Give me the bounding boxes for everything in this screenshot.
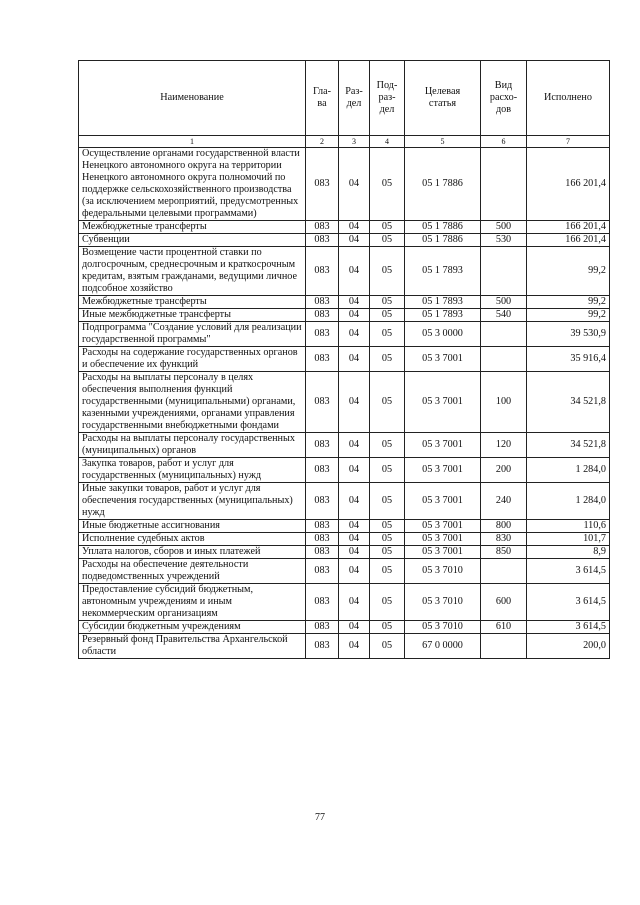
row-section: 04 (339, 621, 370, 634)
row-section: 04 (339, 247, 370, 296)
header-name: Наименование (79, 61, 306, 136)
row-subsection: 05 (370, 148, 405, 221)
row-name: Подпрограмма "Создание условий для реализации государственной программы" (79, 322, 306, 347)
row-expense-type (481, 347, 527, 372)
table-row (79, 483, 610, 520)
row-target-article: 05 1 7893 (405, 296, 481, 309)
row-expense-type (481, 634, 527, 659)
row-name: Расходы на содержание государственных органов и обеспечение их функций (79, 347, 306, 372)
row-target-article: 05 3 0000 (405, 322, 481, 347)
row-amount: 101,7 (527, 533, 610, 546)
row-subsection: 05 (370, 584, 405, 621)
row-expense-type (481, 322, 527, 347)
table-row (79, 584, 610, 621)
row-section: 04 (339, 309, 370, 322)
row-expense-type: 530 (481, 234, 527, 247)
row-chapter: 083 (306, 621, 339, 634)
row-section: 04 (339, 584, 370, 621)
table-row (79, 347, 610, 372)
table-row (79, 309, 610, 322)
row-name: Уплата налогов, сборов и иных платежей (79, 546, 306, 559)
row-amount: 1 284,0 (527, 458, 610, 483)
row-target-article: 05 3 7001 (405, 347, 481, 372)
row-expense-type: 100 (481, 372, 527, 433)
row-expense-type: 240 (481, 483, 527, 520)
row-name: Иные закупки товаров, работ и услуг для обеспечения государственных (муниципальных) нужд (79, 483, 306, 520)
column-number: 6 (481, 136, 527, 148)
row-amount: 166 201,4 (527, 221, 610, 234)
row-section: 04 (339, 458, 370, 483)
header-row (79, 61, 610, 136)
row-chapter: 083 (306, 458, 339, 483)
row-subsection: 05 (370, 309, 405, 322)
table-row (79, 520, 610, 533)
row-subsection: 05 (370, 520, 405, 533)
row-amount: 3 614,5 (527, 559, 610, 584)
row-target-article: 05 3 7001 (405, 520, 481, 533)
row-section: 04 (339, 520, 370, 533)
row-name: Предоставление субсидий бюджетным, автономным учреждениям и иным некоммерческим организациям (79, 584, 306, 621)
header-subsection: Под- раз- дел (370, 61, 405, 136)
row-name: Субсидии бюджетным учреждениям (79, 621, 306, 634)
header-expense-type: Вид расхо- дов (481, 61, 527, 136)
row-section: 04 (339, 148, 370, 221)
row-amount: 166 201,4 (527, 148, 610, 221)
header-section: Раз- дел (339, 61, 370, 136)
row-section: 04 (339, 483, 370, 520)
row-chapter: 083 (306, 322, 339, 347)
row-name: Иные межбюджетные трансферты (79, 309, 306, 322)
table-row (79, 621, 610, 634)
row-target-article: 05 3 7001 (405, 433, 481, 458)
row-subsection: 05 (370, 634, 405, 659)
row-chapter: 083 (306, 221, 339, 234)
row-subsection: 05 (370, 433, 405, 458)
row-chapter: 083 (306, 247, 339, 296)
row-amount: 99,2 (527, 296, 610, 309)
table-body (79, 148, 610, 659)
table-row (79, 546, 610, 559)
table-row (79, 247, 610, 296)
row-target-article: 05 1 7893 (405, 247, 481, 296)
row-amount: 110,6 (527, 520, 610, 533)
table-row (79, 533, 610, 546)
row-expense-type (481, 247, 527, 296)
row-name: Исполнение судебных актов (79, 533, 306, 546)
table-row (79, 458, 610, 483)
row-expense-type: 500 (481, 296, 527, 309)
column-number: 2 (306, 136, 339, 148)
row-amount: 39 530,9 (527, 322, 610, 347)
column-number: 3 (339, 136, 370, 148)
row-chapter: 083 (306, 433, 339, 458)
row-name: Межбюджетные трансферты (79, 296, 306, 309)
row-expense-type: 600 (481, 584, 527, 621)
row-section: 04 (339, 372, 370, 433)
row-name: Межбюджетные трансферты (79, 221, 306, 234)
table-row (79, 322, 610, 347)
row-section: 04 (339, 322, 370, 347)
page-number: 77 (315, 812, 325, 823)
row-amount: 1 284,0 (527, 483, 610, 520)
row-expense-type: 830 (481, 533, 527, 546)
row-chapter: 083 (306, 584, 339, 621)
row-subsection: 05 (370, 234, 405, 247)
row-chapter: 083 (306, 533, 339, 546)
row-chapter: 083 (306, 520, 339, 533)
row-expense-type: 200 (481, 458, 527, 483)
row-chapter: 083 (306, 559, 339, 584)
row-section: 04 (339, 533, 370, 546)
row-target-article: 05 3 7001 (405, 483, 481, 520)
row-section: 04 (339, 634, 370, 659)
row-expense-type: 500 (481, 221, 527, 234)
row-name: Субвенции (79, 234, 306, 247)
header-executed: Исполнено (527, 61, 610, 136)
row-expense-type: 120 (481, 433, 527, 458)
column-number: 4 (370, 136, 405, 148)
row-expense-type: 800 (481, 520, 527, 533)
table-row (79, 234, 610, 247)
row-target-article: 05 1 7886 (405, 221, 481, 234)
row-name: Осуществление органами государственной власти Ненецкого автономного округа на территории Ненецкого автономного округа полномочий по поддержке сельскохозяйственного производства (за исключением мероприятий, предусмотренных федеральными целевыми программами) (79, 148, 306, 221)
row-section: 04 (339, 546, 370, 559)
row-expense-type: 540 (481, 309, 527, 322)
table-row (79, 559, 610, 584)
row-subsection: 05 (370, 372, 405, 433)
row-chapter: 083 (306, 634, 339, 659)
row-subsection: 05 (370, 347, 405, 372)
row-name: Закупка товаров, работ и услуг для государственных (муниципальных) нужд (79, 458, 306, 483)
row-section: 04 (339, 296, 370, 309)
row-subsection: 05 (370, 296, 405, 309)
row-chapter: 083 (306, 309, 339, 322)
column-number: 7 (527, 136, 610, 148)
row-section: 04 (339, 559, 370, 584)
row-subsection: 05 (370, 546, 405, 559)
row-chapter: 083 (306, 234, 339, 247)
row-chapter: 083 (306, 372, 339, 433)
column-number-row (79, 136, 610, 148)
row-name: Иные бюджетные ассигнования (79, 520, 306, 533)
row-target-article: 05 3 7001 (405, 458, 481, 483)
row-amount: 3 614,5 (527, 584, 610, 621)
row-subsection: 05 (370, 247, 405, 296)
row-name: Резервный фонд Правительства Архангельской области (79, 634, 306, 659)
table-row (79, 634, 610, 659)
table-row (79, 148, 610, 221)
row-target-article: 05 3 7001 (405, 546, 481, 559)
row-amount: 200,0 (527, 634, 610, 659)
row-target-article: 05 3 7010 (405, 621, 481, 634)
row-amount: 34 521,8 (527, 372, 610, 433)
budget-table (78, 60, 610, 659)
row-subsection: 05 (370, 621, 405, 634)
row-name: Расходы на обеспечение деятельности подведомственных учреждений (79, 559, 306, 584)
row-subsection: 05 (370, 221, 405, 234)
header-target-article: Целевая статья (405, 61, 481, 136)
row-target-article: 05 1 7886 (405, 234, 481, 247)
row-section: 04 (339, 221, 370, 234)
row-target-article: 05 1 7886 (405, 148, 481, 221)
row-expense-type: 610 (481, 621, 527, 634)
table-row (79, 221, 610, 234)
row-amount: 99,2 (527, 309, 610, 322)
header-chapter: Гла- ва (306, 61, 339, 136)
row-chapter: 083 (306, 347, 339, 372)
column-number: 1 (79, 136, 306, 148)
row-subsection: 05 (370, 322, 405, 347)
row-amount: 34 521,8 (527, 433, 610, 458)
row-target-article: 05 3 7001 (405, 372, 481, 433)
row-section: 04 (339, 433, 370, 458)
row-chapter: 083 (306, 148, 339, 221)
row-expense-type: 850 (481, 546, 527, 559)
row-target-article: 05 1 7893 (405, 309, 481, 322)
row-section: 04 (339, 234, 370, 247)
row-target-article: 05 3 7010 (405, 559, 481, 584)
row-expense-type (481, 148, 527, 221)
row-name: Расходы на выплаты персоналу в целях обеспечения выполнения функций государственными (муниципальными) органами, казенными учреждениями, органами управления государственными внебюджетными фондами (79, 372, 306, 433)
row-chapter: 083 (306, 483, 339, 520)
row-target-article: 05 3 7001 (405, 533, 481, 546)
row-section: 04 (339, 347, 370, 372)
row-amount: 99,2 (527, 247, 610, 296)
column-number: 5 (405, 136, 481, 148)
row-amount: 8,9 (527, 546, 610, 559)
table-row (79, 372, 610, 433)
row-target-article: 05 3 7010 (405, 584, 481, 621)
row-subsection: 05 (370, 533, 405, 546)
row-chapter: 083 (306, 546, 339, 559)
row-subsection: 05 (370, 483, 405, 520)
row-amount: 3 614,5 (527, 621, 610, 634)
row-expense-type (481, 559, 527, 584)
table-row (79, 433, 610, 458)
row-amount: 166 201,4 (527, 234, 610, 247)
row-subsection: 05 (370, 559, 405, 584)
row-amount: 35 916,4 (527, 347, 610, 372)
row-subsection: 05 (370, 458, 405, 483)
row-target-article: 67 0 0000 (405, 634, 481, 659)
table-row (79, 296, 610, 309)
row-name: Расходы на выплаты персоналу государственных (муниципальных) органов (79, 433, 306, 458)
row-name: Возмещение части процентной ставки по долгосрочным, среднесрочным и краткосрочным кредитам, взятым гражданами, ведущими личное подсобное хозяйство (79, 247, 306, 296)
row-chapter: 083 (306, 296, 339, 309)
